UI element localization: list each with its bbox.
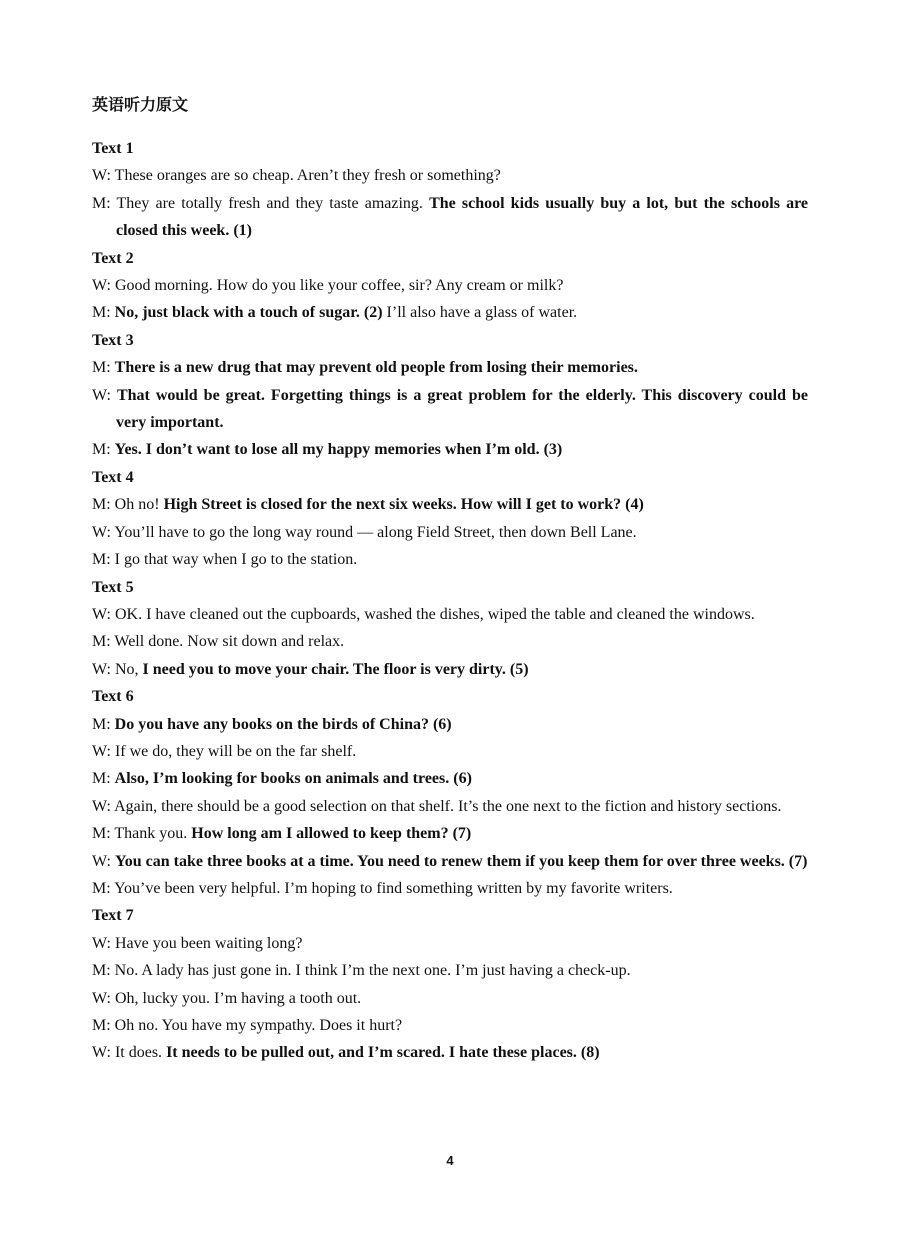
dialogue-line (92, 491, 808, 518)
answer-key-text: How long am I allowed to keep them? (7) (191, 825, 472, 843)
page-title: 英语听力原文 (92, 95, 189, 114)
answer-key-text: No, just black with a touch of sugar. (2) (114, 304, 383, 322)
dialogue-text: M: Thank you. (92, 825, 192, 843)
dialogue-line (92, 354, 808, 381)
dialogue-text: W: It does. (92, 1044, 167, 1062)
dialogue-line (92, 820, 808, 847)
dialogue-text: W: Again, there should be a good selection on that shelf. It’s the one next to the fiction and history sections. (92, 797, 782, 815)
text-section (92, 574, 808, 684)
transcript-sections (92, 135, 808, 1067)
dialogue-text: M: Well done. Now sit down and relax. (92, 633, 345, 651)
dialogue-text: W: You’ll have to go the long way round — along Field Street, then down Bell Lane. (92, 523, 637, 541)
dialogue-line (92, 930, 808, 957)
dialogue-line (92, 957, 808, 984)
answer-key-text: Do you have any books on the birds of China? (6) (114, 715, 452, 733)
dialogue-line (92, 793, 808, 820)
answer-key-text: The school kids usually buy a lot, but the schools are closed this week. (1) (116, 194, 808, 240)
text-section (92, 245, 808, 327)
text-section (92, 135, 808, 245)
dialogue-text: W: No, (92, 660, 143, 678)
dialogue-line (92, 985, 808, 1012)
dialogue-line (92, 272, 808, 299)
document-body (92, 91, 808, 1067)
answer-key-text: There is a new drug that may prevent old people from losing their memories. (114, 359, 638, 377)
dialogue-text: W: (92, 386, 117, 404)
dialogue-text: W: If we do, they will be on the far shelf. (92, 742, 357, 760)
text-section (92, 902, 808, 1066)
page-number: 4 (446, 1153, 454, 1168)
dialogue-line (92, 162, 808, 189)
dialogue-text: M: No. A lady has just gone in. I think I’m the next one. I’m just having a check-up. (92, 962, 631, 980)
text-section (92, 327, 808, 464)
text-section (92, 464, 808, 574)
answer-key-text: That would be great. Forgetting things is a great problem for the elderly. This discovery could be very important. (116, 386, 809, 432)
dialogue-line (92, 546, 808, 573)
dialogue-text: W: Have you been waiting long? (92, 934, 303, 952)
dialogue-line (92, 711, 808, 738)
section-heading: Text 7 (92, 907, 134, 925)
dialogue-text: M: Oh no! (92, 496, 164, 514)
dialogue-text: M: (92, 304, 115, 322)
dialogue-text: W: OK. I have cleaned out the cupboards, washed the dishes, wiped the table and cleaned the windows. (92, 605, 755, 623)
dialogue-line (92, 382, 808, 437)
section-heading: Text 4 (92, 468, 134, 486)
dialogue-line (92, 738, 808, 765)
section-heading: Text 1 (92, 140, 134, 157)
dialogue-text: W: Good morning. How do you like your coffee, sir? Any cream or milk? (92, 277, 564, 295)
dialogue-text: M: (92, 441, 115, 459)
dialogue-line (92, 519, 808, 546)
text-section (92, 683, 808, 902)
dialogue-text: W: (92, 852, 115, 870)
dialogue-line (92, 299, 808, 326)
section-heading: Text 5 (92, 578, 134, 596)
dialogue-text: M: They are totally fresh and they taste amazing. (92, 194, 430, 212)
dialogue-text: M: (92, 770, 115, 788)
dialogue-text: W: Oh, lucky you. I’m having a tooth out. (92, 989, 362, 1007)
dialogue-text: W: These oranges are so cheap. Aren’t they fresh or something? (92, 167, 501, 185)
dialogue-line (92, 848, 808, 875)
answer-key-text: You can take three books at a time. You need to renew them if you keep them for over three weeks. (7) (114, 852, 808, 870)
dialogue-text: M: You’ve been very helpful. I’m hoping to find something written by my favorite writers. (92, 879, 673, 897)
answer-key-text: Also, I’m looking for books on animals and trees. (6) (114, 770, 472, 788)
dialogue-text: M: Oh no. You have my sympathy. Does it hurt? (92, 1017, 403, 1034)
section-heading: Text 2 (92, 249, 134, 267)
dialogue-text: M: (92, 715, 115, 733)
dialogue-line (92, 656, 808, 683)
answer-key-text: Yes. I don’t want to lose all my happy memories when I’m old. (3) (114, 441, 563, 459)
answer-key-text: High Street is closed for the next six weeks. How will I get to work? (4) (163, 496, 644, 514)
dialogue-line (92, 875, 808, 902)
dialogue-text: M: (92, 359, 115, 377)
dialogue-line (92, 601, 808, 628)
dialogue-line (92, 1012, 808, 1039)
dialogue-line (92, 190, 808, 245)
dialogue-line (92, 436, 808, 463)
dialogue-text: I’ll also have a glass of water. (382, 304, 578, 322)
answer-key-text: I need you to move your chair. The floor is very dirty. (5) (142, 660, 529, 678)
answer-key-text: It needs to be pulled out, and I’m scared. I hate these places. (8) (166, 1044, 600, 1062)
dialogue-line (92, 628, 808, 655)
dialogue-text: M: I go that way when I go to the station. (92, 551, 358, 569)
section-heading: Text 3 (92, 331, 134, 349)
dialogue-line (92, 1039, 808, 1066)
section-heading: Text 6 (92, 688, 134, 706)
dialogue-line (92, 765, 808, 792)
